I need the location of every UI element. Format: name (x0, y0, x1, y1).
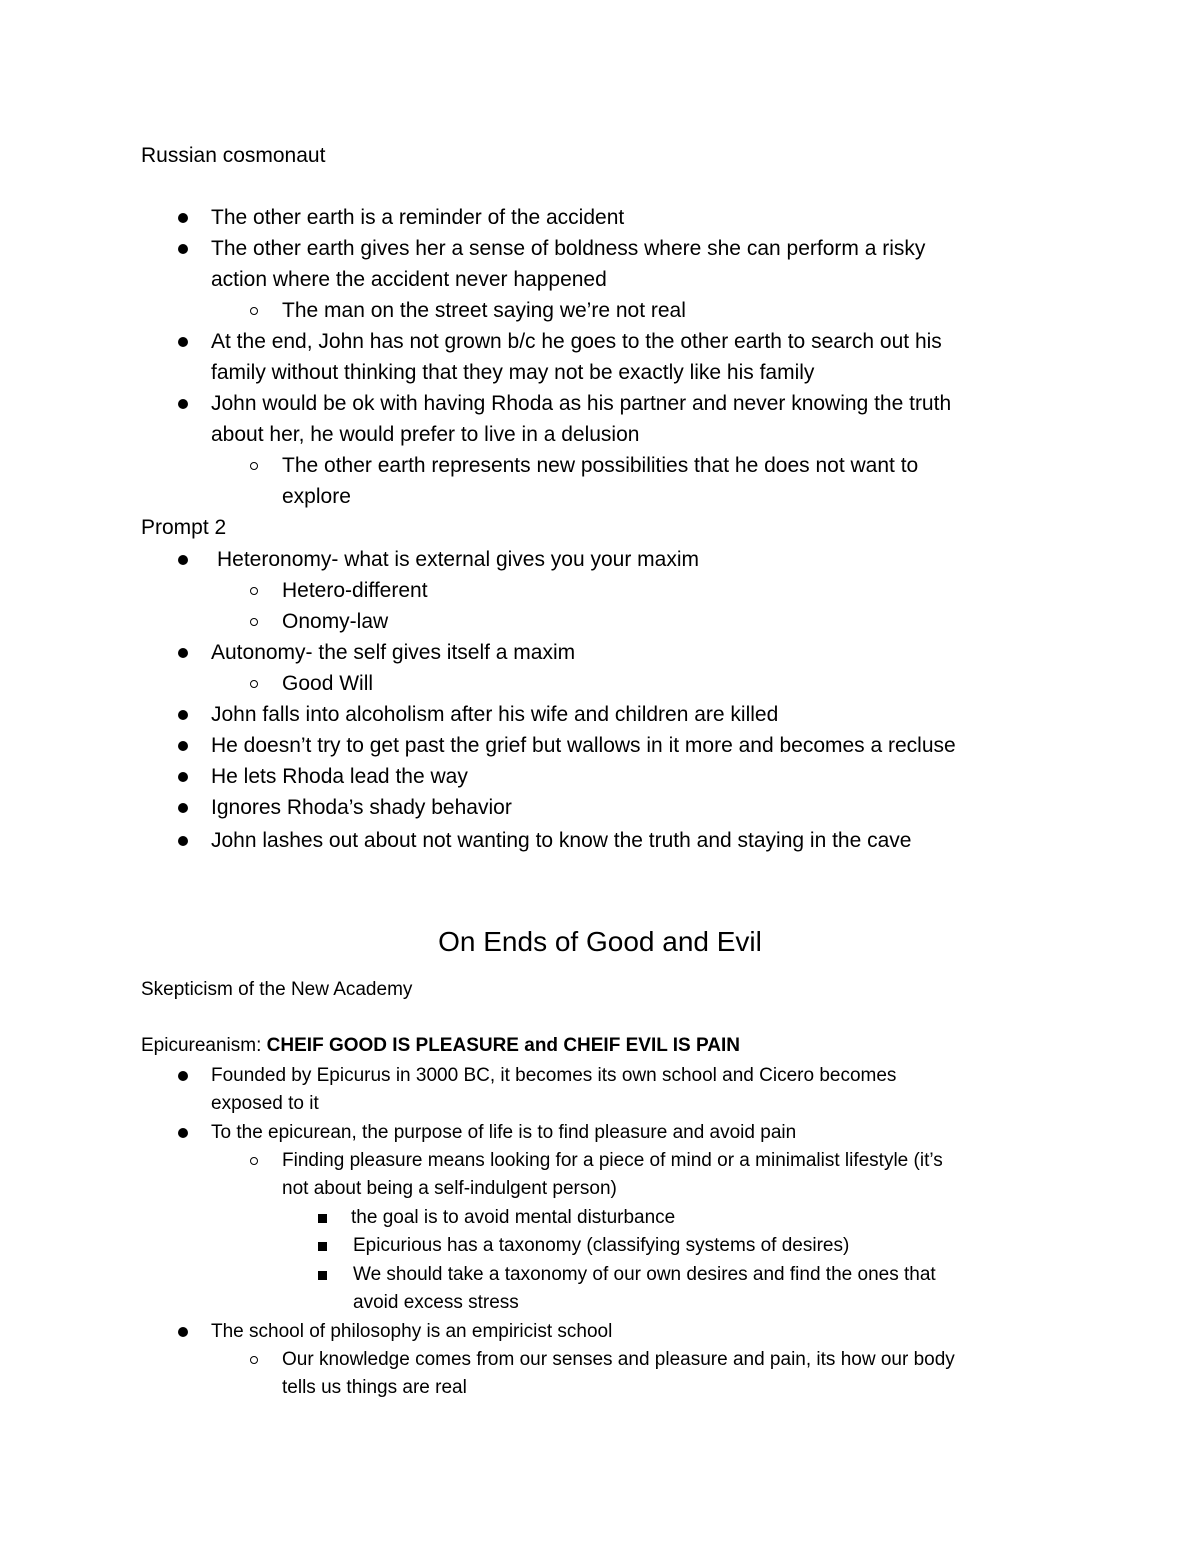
bullet-disc-icon (178, 244, 188, 254)
list-item: John would be ok with having Rhoda as his partner and never knowing the truth (211, 392, 952, 415)
sub-list-item: Onomy-law (282, 610, 389, 633)
paragraph-skepticism: Skepticism of the New Academy (141, 979, 413, 1000)
sub-list-item: The other earth represents new possibilities that he does not want to (282, 454, 919, 477)
bullet-disc-icon (178, 803, 188, 813)
list-item: Ignores Rhoda’s shady behavior (211, 796, 512, 819)
list-item: He doesn’t try to get past the grief but wallows in it more and becomes a recluse (211, 734, 956, 757)
bullet-disc-icon (178, 710, 188, 720)
bullet-disc-icon (178, 741, 188, 751)
sub-list-item: The man on the street saying we’re not real (282, 299, 686, 322)
list-item: To the epicurean, the purpose of life is to find pleasure and avoid pain (211, 1122, 797, 1143)
section-title-russian-cosmonaut: Russian cosmonaut (141, 144, 326, 167)
bullet-circle-icon (250, 307, 258, 315)
list-item: He lets Rhoda lead the way (211, 765, 468, 788)
sub-list-item-continuation: explore (282, 485, 351, 508)
sub-list-item-continuation: tells us things are real (282, 1377, 467, 1398)
tertiary-list-item: the goal is to avoid mental disturbance (351, 1207, 676, 1228)
bullet-disc-icon (178, 399, 188, 409)
sub-list-item: Good Will (282, 672, 374, 695)
bullet-circle-icon (250, 1157, 258, 1165)
bullet-square-icon (318, 1242, 327, 1251)
list-item-continuation: exposed to it (211, 1093, 319, 1114)
paragraph-epicureanism (141, 1032, 740, 1060)
list-item-continuation: action where the accident never happened (211, 268, 607, 291)
bullet-circle-icon (250, 587, 258, 595)
heading-on-ends-of-good-and-evil: On Ends of Good and Evil (438, 926, 762, 957)
bullet-circle-icon (250, 462, 258, 470)
list-item: John lashes out about not wanting to know the truth and staying in the cave (211, 829, 912, 852)
bullet-circle-icon (250, 1356, 258, 1364)
list-item: At the end, John has not grown b/c he goes to the other earth to search out his (211, 330, 942, 353)
bullet-disc-icon (178, 648, 188, 658)
list-item: Founded by Epicurus in 3000 BC, it becomes its own school and Cicero becomes (211, 1065, 897, 1086)
bullet-disc-icon (178, 555, 188, 565)
bullet-square-icon (318, 1214, 327, 1223)
bullet-disc-icon (178, 1327, 188, 1337)
bullet-circle-icon (250, 680, 258, 688)
tertiary-list-item: We should take a taxonomy of our own desires and find the ones that (353, 1264, 936, 1285)
list-item: John falls into alcoholism after his wife and children are killed (211, 703, 779, 726)
bullet-disc-icon (178, 772, 188, 782)
sub-list-item: Our knowledge comes from our senses and pleasure and pain, its how our body (282, 1349, 955, 1370)
section-title-prompt-2: Prompt 2 (141, 516, 227, 539)
sub-list-item-continuation: not about being a self-indulgent person) (282, 1178, 617, 1199)
list-item: The other earth is a reminder of the accident (211, 206, 625, 229)
tertiary-list-item-continuation: avoid excess stress (353, 1292, 519, 1313)
tertiary-list-item: Epicurious has a taxonomy (classifying systems of desires) (353, 1235, 850, 1256)
sub-list-item: Finding pleasure means looking for a piece of mind or a minimalist lifestyle (it’s (282, 1150, 943, 1171)
bullet-square-icon (318, 1271, 327, 1280)
bullet-disc-icon (178, 337, 188, 347)
epicureanism-bold-statement: CHEIF GOOD IS PLEASURE and CHEIF EVIL IS PAIN (266, 1035, 740, 1056)
list-item: The other earth gives her a sense of boldness where she can perform a risky (211, 237, 926, 260)
bullet-disc-icon (178, 1071, 188, 1081)
sub-list-item: Hetero-different (282, 579, 428, 602)
list-item: The school of philosophy is an empiricist school (211, 1321, 613, 1342)
bullet-circle-icon (250, 618, 258, 626)
list-item: Heteronomy- what is external gives you your maxim (217, 548, 700, 571)
epicureanism-label: Epicureanism: (141, 1035, 267, 1056)
bullet-disc-icon (178, 836, 188, 846)
list-item-continuation: about her, he would prefer to live in a delusion (211, 423, 640, 446)
list-item: Autonomy- the self gives itself a maxim (211, 641, 576, 664)
bullet-disc-icon (178, 1128, 188, 1138)
list-item-continuation: family without thinking that they may not be exactly like his family (211, 361, 815, 384)
bullet-disc-icon (178, 213, 188, 223)
